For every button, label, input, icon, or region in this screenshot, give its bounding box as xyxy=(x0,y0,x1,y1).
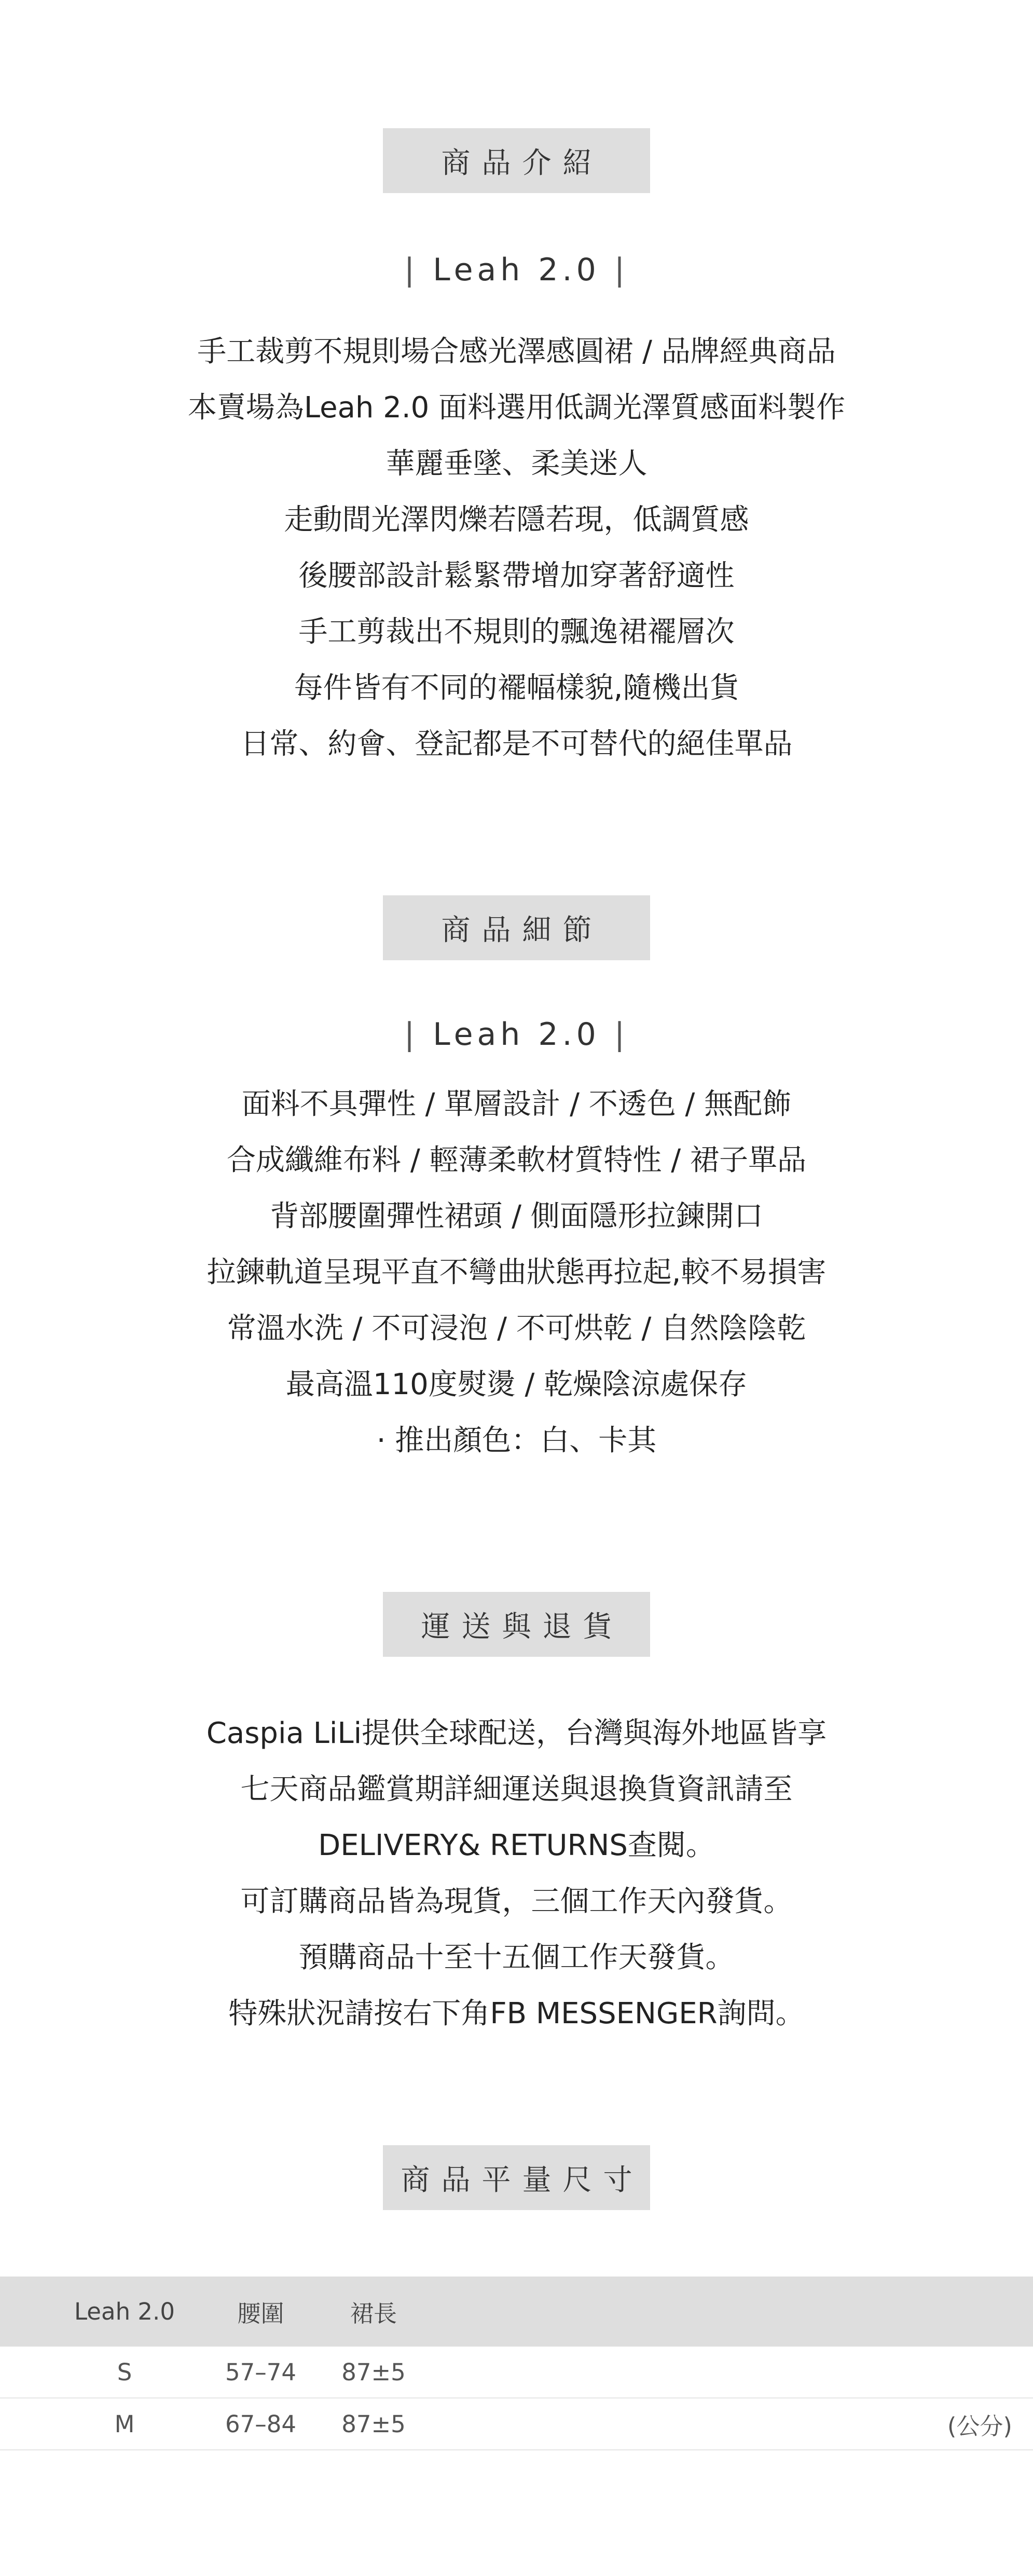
intro-model-heading xyxy=(0,252,1033,288)
shipping-section-title: 運送與退貨 xyxy=(383,1592,650,1657)
shipping-line: 特殊狀況請按右下角FB MESSENGER詢問。 xyxy=(228,1997,805,2030)
size-chart-section-title: 商品平量尺寸 xyxy=(383,2145,650,2210)
shipping-line: 預購商品十至十五個工作天發貨。 xyxy=(298,1941,735,1974)
divider-bar-left: | xyxy=(404,252,419,288)
shipping-description xyxy=(0,1706,1033,2042)
header-waist: 腰圍 xyxy=(237,2300,284,2327)
waist-value: 57–74 xyxy=(225,2358,297,2386)
details-model-name: Leah 2.0 xyxy=(433,1016,600,1053)
details-model-heading xyxy=(0,1016,1033,1053)
details-line: 合成纖維布料 / 輕薄柔軟材質特性 / 裙子單品 xyxy=(227,1143,806,1177)
intro-line: 華麗垂墜、柔美迷人 xyxy=(385,447,648,481)
intro-model-name: Leah 2.0 xyxy=(433,252,600,288)
table-row xyxy=(0,2398,1033,2450)
intro-line: 日常、約會、登記都是不可替代的絕佳單品 xyxy=(240,727,793,761)
details-line: · 推出顏色：白、卡其 xyxy=(376,1424,657,1457)
intro-description xyxy=(0,324,1033,772)
size-table-header xyxy=(0,2277,1033,2347)
intro-section-title: 商品介紹 xyxy=(383,128,650,193)
waist-value: 67–84 xyxy=(225,2410,297,2438)
intro-line: 每件皆有不同的襬幅樣貌,隨機出貨 xyxy=(294,671,739,705)
details-line: 最高溫110度熨燙 / 乾燥陰涼處保存 xyxy=(285,1368,748,1401)
shipping-line: DELIVERY& RETURNS查閱。 xyxy=(318,1829,715,1862)
header-length: 裙長 xyxy=(350,2300,397,2327)
shipping-line: 可訂購商品皆為現貨，三個工作天內發貨。 xyxy=(240,1885,793,1918)
size-label: M xyxy=(114,2410,135,2438)
header-model: Leah 2.0 xyxy=(74,2298,175,2325)
shipping-line: Caspia LiLi提供全球配送，台灣與海外地區皆享 xyxy=(206,1716,827,1750)
shipping-line: 七天商品鑑賞期詳細運送與退換貨資訊請至 xyxy=(240,1773,793,1806)
intro-line: 後腰部設計鬆緊帶增加穿著舒適性 xyxy=(298,559,735,593)
divider-bar-right: | xyxy=(614,1016,629,1053)
divider-bar-right: | xyxy=(614,252,629,288)
intro-line: 走動間光澤閃爍若隱若現，低調質感 xyxy=(284,503,749,537)
divider-bar-left: | xyxy=(404,1016,419,1053)
length-value: 87±5 xyxy=(341,2410,406,2438)
unit-note: (公分) xyxy=(947,2412,1012,2440)
length-value: 87±5 xyxy=(341,2358,406,2386)
intro-line: 本賣場為Leah 2.0 面料選用低調光澤質感面料製作 xyxy=(187,391,846,425)
intro-line: 手工剪裁出不規則的飄逸裙襬層次 xyxy=(298,615,735,649)
details-line: 面料不具彈性 / 單層設計 / 不透色 / 無配飾 xyxy=(241,1087,792,1121)
details-line: 常溫水洗 / 不可浸泡 / 不可烘乾 / 自然陰陰乾 xyxy=(227,1312,806,1345)
details-description xyxy=(0,1076,1033,1469)
table-row xyxy=(0,2347,1033,2398)
size-label: S xyxy=(117,2358,132,2386)
intro-line: 手工裁剪不規則場合感光澤感圓裙 / 品牌經典商品 xyxy=(197,335,836,369)
details-line: 背部腰圍彈性裙頭 / 側面隱形拉鍊開口 xyxy=(270,1200,763,1233)
details-section-title: 商品細節 xyxy=(383,895,650,960)
details-line: 拉鍊軌道呈現平直不彎曲狀態再拉起,較不易損害 xyxy=(206,1256,827,1289)
size-table xyxy=(0,2277,1033,2450)
